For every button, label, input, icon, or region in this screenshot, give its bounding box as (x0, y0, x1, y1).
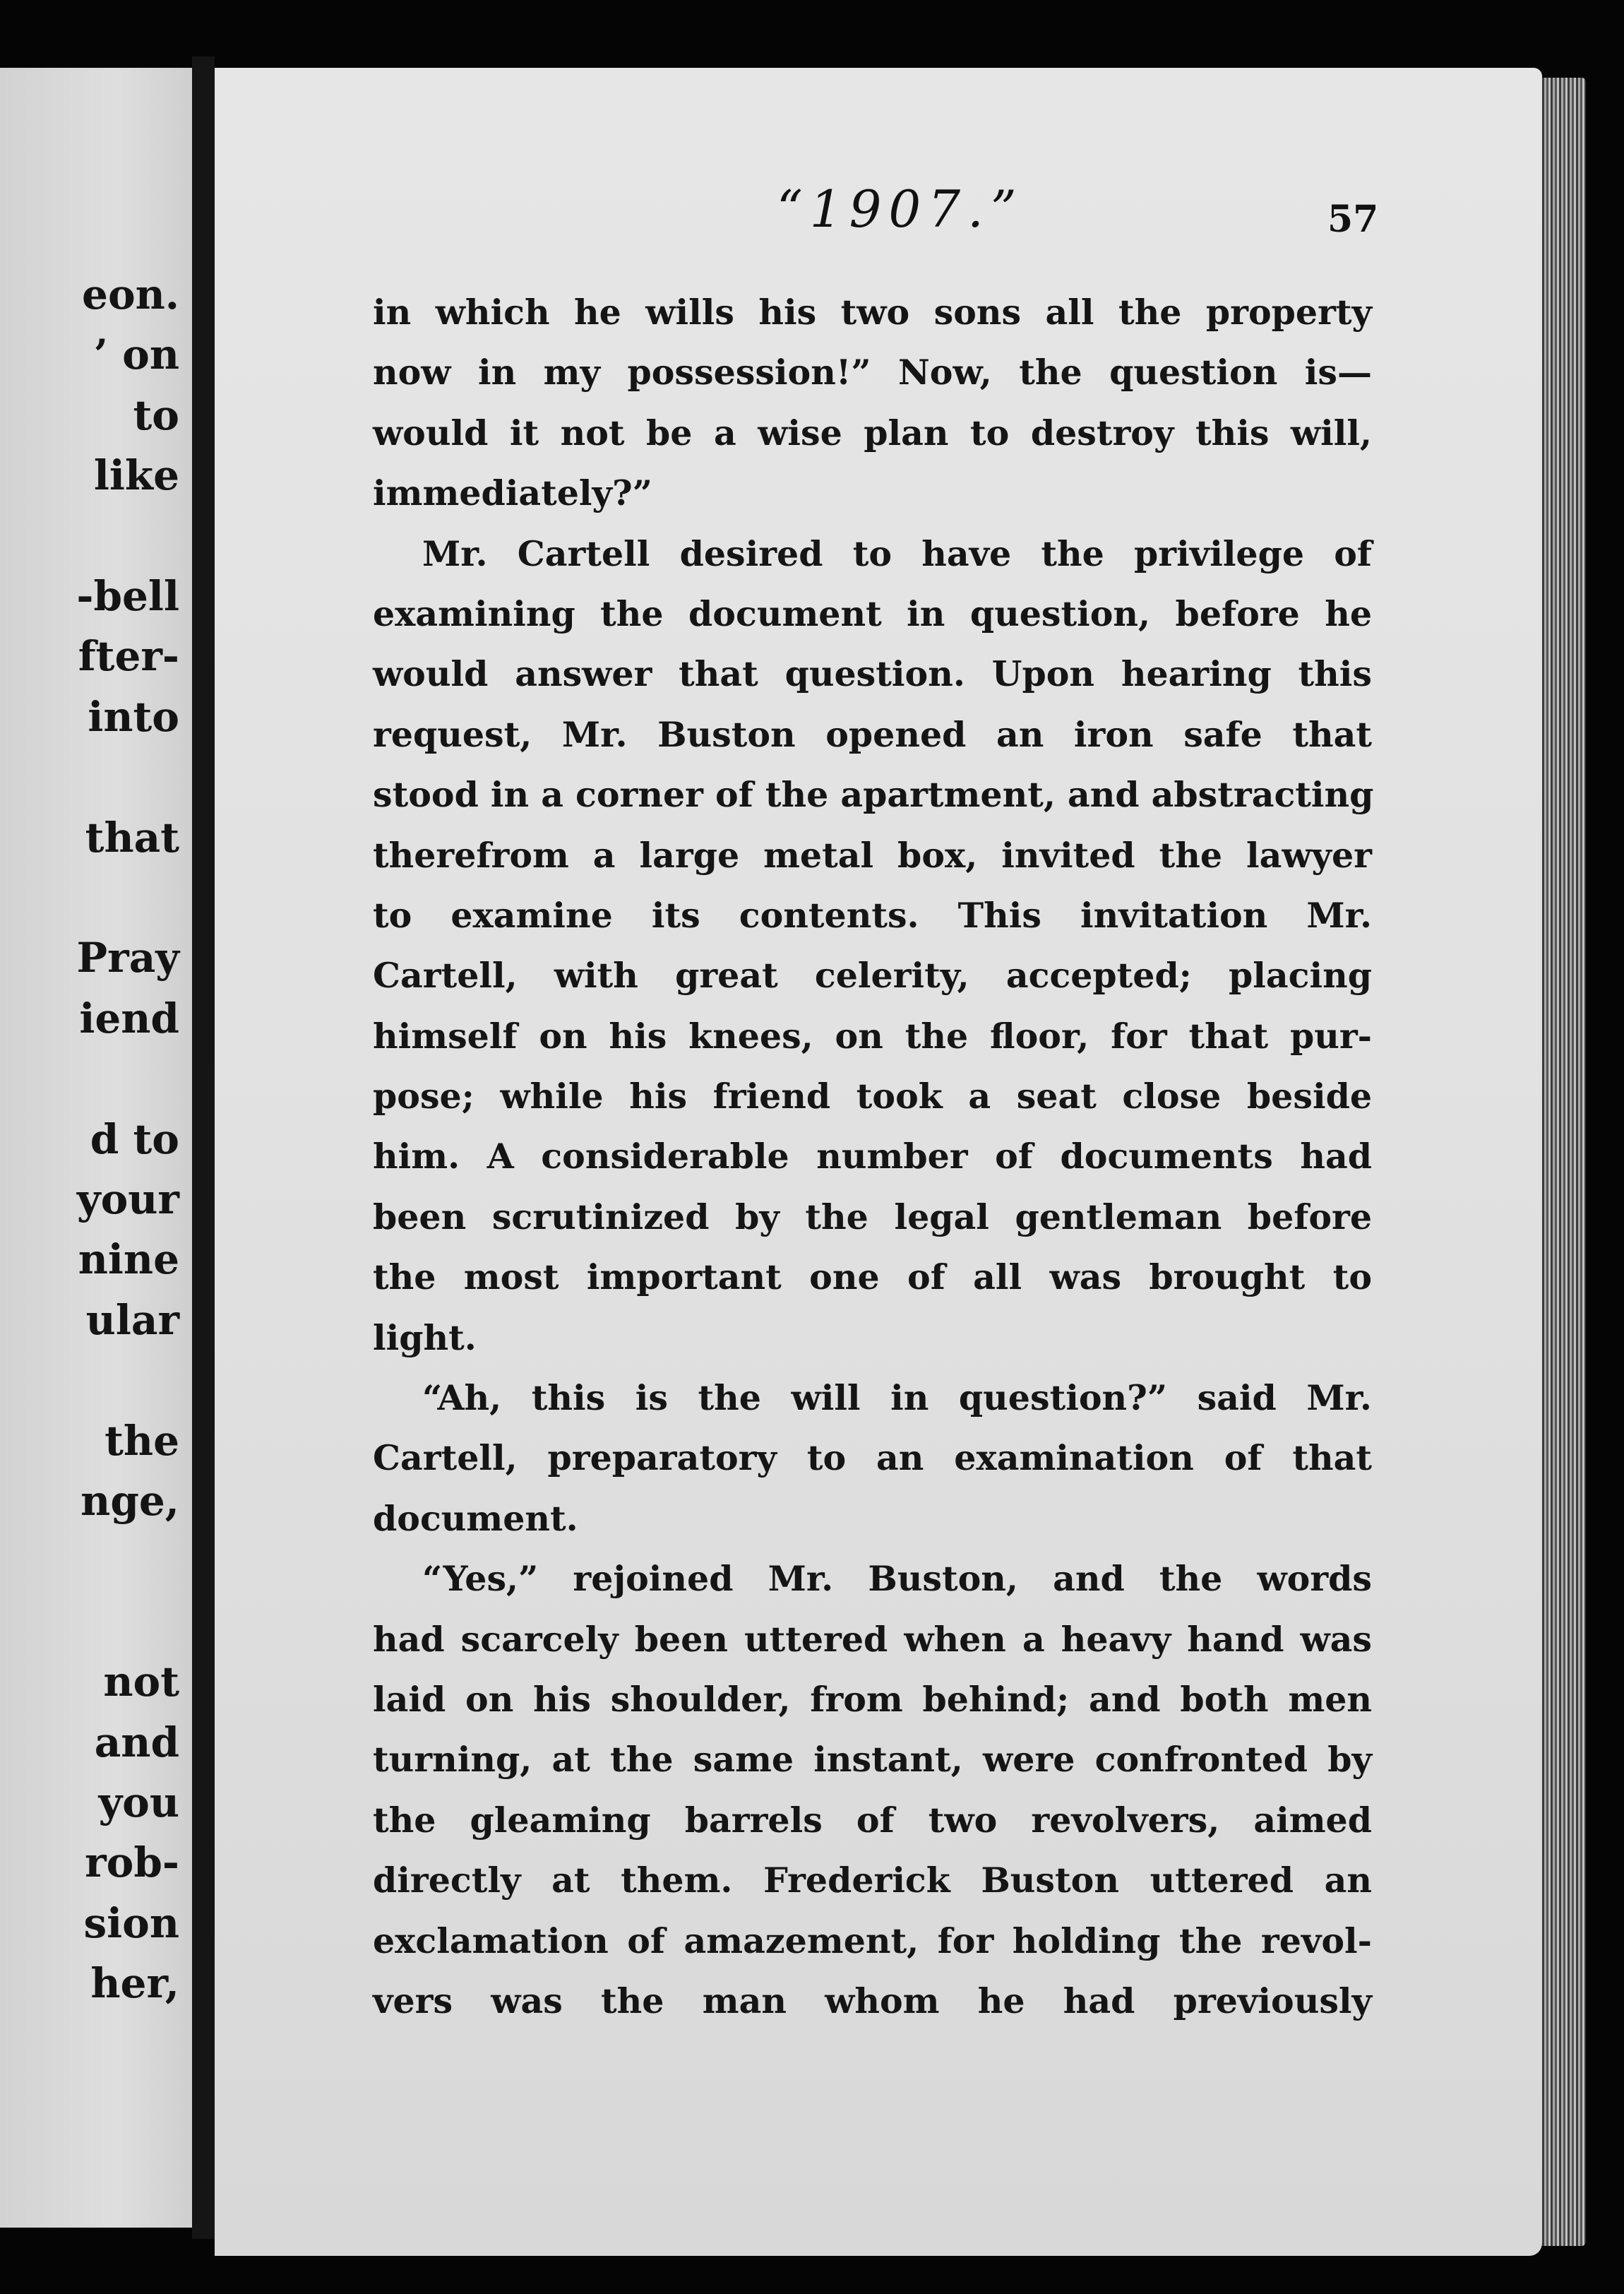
text-line: turning, at the same instant, were confronted by (373, 1739, 1372, 1781)
left-page-line: Pray (76, 934, 179, 982)
text-line: in which he wills his two sons all the property (373, 292, 1372, 333)
text-line: light. (373, 1317, 477, 1358)
left-page-line: d to (90, 1115, 179, 1163)
text-line: would it not be a wise plan to destroy this will, (373, 412, 1372, 453)
text-line: him. A considerable number of documents had (373, 1136, 1372, 1177)
left-page-line: iend (79, 994, 179, 1042)
text-line: himself on his knees, on the floor, for that pur- (373, 1015, 1372, 1057)
book-gutter (192, 57, 215, 2239)
text-line: vers was the man whom he had previously (373, 1980, 1372, 2021)
left-page-line: like (93, 451, 179, 500)
left-page-line: -bell (76, 572, 179, 620)
text-line: to examine its contents. This invitation Mr. (373, 894, 1372, 936)
text-line: pose; while his friend took a seat close beside (373, 1076, 1372, 1117)
text-line: been scrutinized by the legal gentleman before (373, 1196, 1372, 1237)
text-line: now in my possession!” Now, the question is— (373, 352, 1372, 393)
left-page-line: nine (78, 1235, 179, 1284)
left-page-line: ’ on (93, 331, 179, 379)
left-page-line: nge, (80, 1477, 179, 1525)
text-line: examining the document in question, before he (373, 593, 1372, 634)
text-line: had scarcely been uttered when a heavy hand was (373, 1618, 1372, 1660)
left-page-line: your (76, 1175, 179, 1223)
body-text (373, 283, 1372, 2031)
text-line: therefrom a large metal box, invited the lawyer (373, 834, 1372, 876)
running-title: “1907.” (777, 179, 1024, 239)
text-line: Cartell, preparatory to an examination of that (373, 1437, 1372, 1479)
text-line: Mr. Cartell desired to have the privilege of (422, 533, 1372, 574)
text-line: would answer that question. Upon hearing this (373, 653, 1372, 695)
page-number: 57 (1327, 198, 1379, 241)
left-facing-page (0, 68, 192, 2228)
text-line: directly at them. Frederick Buston uttered an (373, 1860, 1372, 1901)
text-line: exclamation of amazement, for holding the revol- (373, 1920, 1372, 1961)
text-line: laid on his shoulder, from behind; and both men (373, 1678, 1372, 1720)
left-page-line: and (94, 1718, 179, 1766)
left-page-line: her, (90, 1959, 179, 2008)
text-line: document. (373, 1497, 578, 1539)
left-page-line: not (103, 1658, 179, 1706)
text-line: “Ah, this is the will in question?” said Mr. (422, 1377, 1372, 1419)
left-page-line: that (85, 813, 179, 862)
left-page-line: the (105, 1416, 179, 1465)
left-page-line: fter- (78, 632, 179, 681)
left-page-line: to (133, 391, 179, 439)
text-line: request, Mr. Buston opened an iron safe that (373, 713, 1372, 755)
page-edges (1542, 78, 1586, 2246)
text-line: the most important one of all was brought to (373, 1256, 1372, 1298)
left-page-line: ular (85, 1295, 179, 1344)
left-page-line: sion (83, 1898, 179, 1947)
left-page-line: rob- (85, 1838, 179, 1887)
text-line: stood in a corner of the apartment, and abstracting (373, 774, 1374, 816)
text-line: Cartell, with great celerity, accepted; placing (373, 955, 1372, 997)
text-line: immediately?” (373, 473, 652, 514)
text-line: the gleaming barrels of two revolvers, aimed (373, 1799, 1372, 1841)
text-line: “Yes,” rejoined Mr. Buston, and the words (422, 1558, 1372, 1600)
left-page-line: into (88, 692, 179, 741)
left-page-line: you (98, 1778, 179, 1826)
left-page-line: eon. (82, 271, 179, 319)
